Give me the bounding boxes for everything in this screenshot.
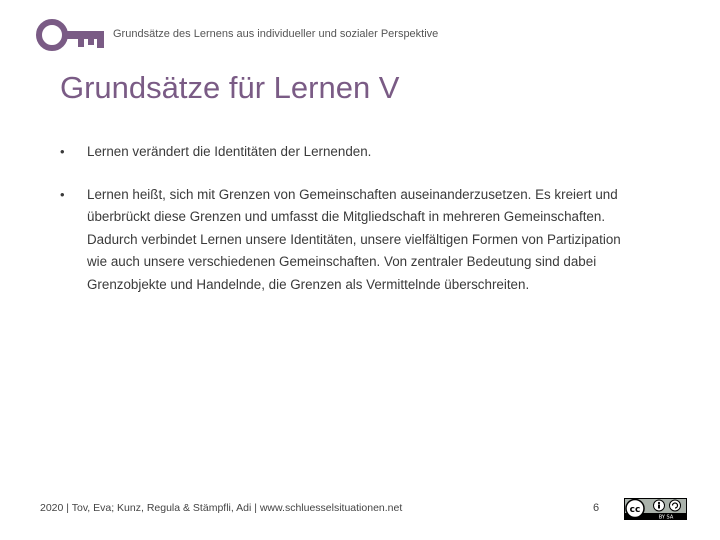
- bullet-list: [60, 141, 640, 316]
- footer-credit: 2020 | Tov, Eva; Kunz, Regula & Stämpfli, Adi | www.schluesselsituationen.net: [40, 502, 403, 514]
- list-item: [60, 141, 640, 164]
- header-subtitle: Grundsätze des Lernens aus individueller und sozialer Perspektive: [113, 28, 439, 40]
- list-item: [60, 184, 640, 297]
- key-icon: [34, 16, 106, 54]
- bullet-text: Lernen verändert die Identitäten der Lernenden.: [87, 144, 372, 159]
- page-number: 6: [593, 502, 600, 514]
- bullet-text: Lernen heißt, sich mit Grenzen von Gemeinschaften auseinanderzusetzen. Es kreiert und überbrückt diese Grenzen und umfasst die Mitgliedschaft in mehreren Gemeinschaften. Dadurch verbindet Lernen unsere Identitäten, unsere vielfältigen Formen von Partizipation wie auch unsere verschiedenen Gemeinschaften. Von zentraler Bedeutung sind dabei Grenzobjekte und Handelnde, die Grenzen als Vermittelnde überschreiten.: [87, 186, 621, 292]
- cc-by-sa-icon: [624, 498, 687, 520]
- page-title: Grundsätze für Lernen V: [60, 70, 400, 105]
- bullet-marker: •: [60, 144, 65, 159]
- svg-text:cc: cc: [629, 505, 641, 515]
- bullet-marker: •: [60, 186, 65, 202]
- license-label: BY SA: [658, 514, 674, 520]
